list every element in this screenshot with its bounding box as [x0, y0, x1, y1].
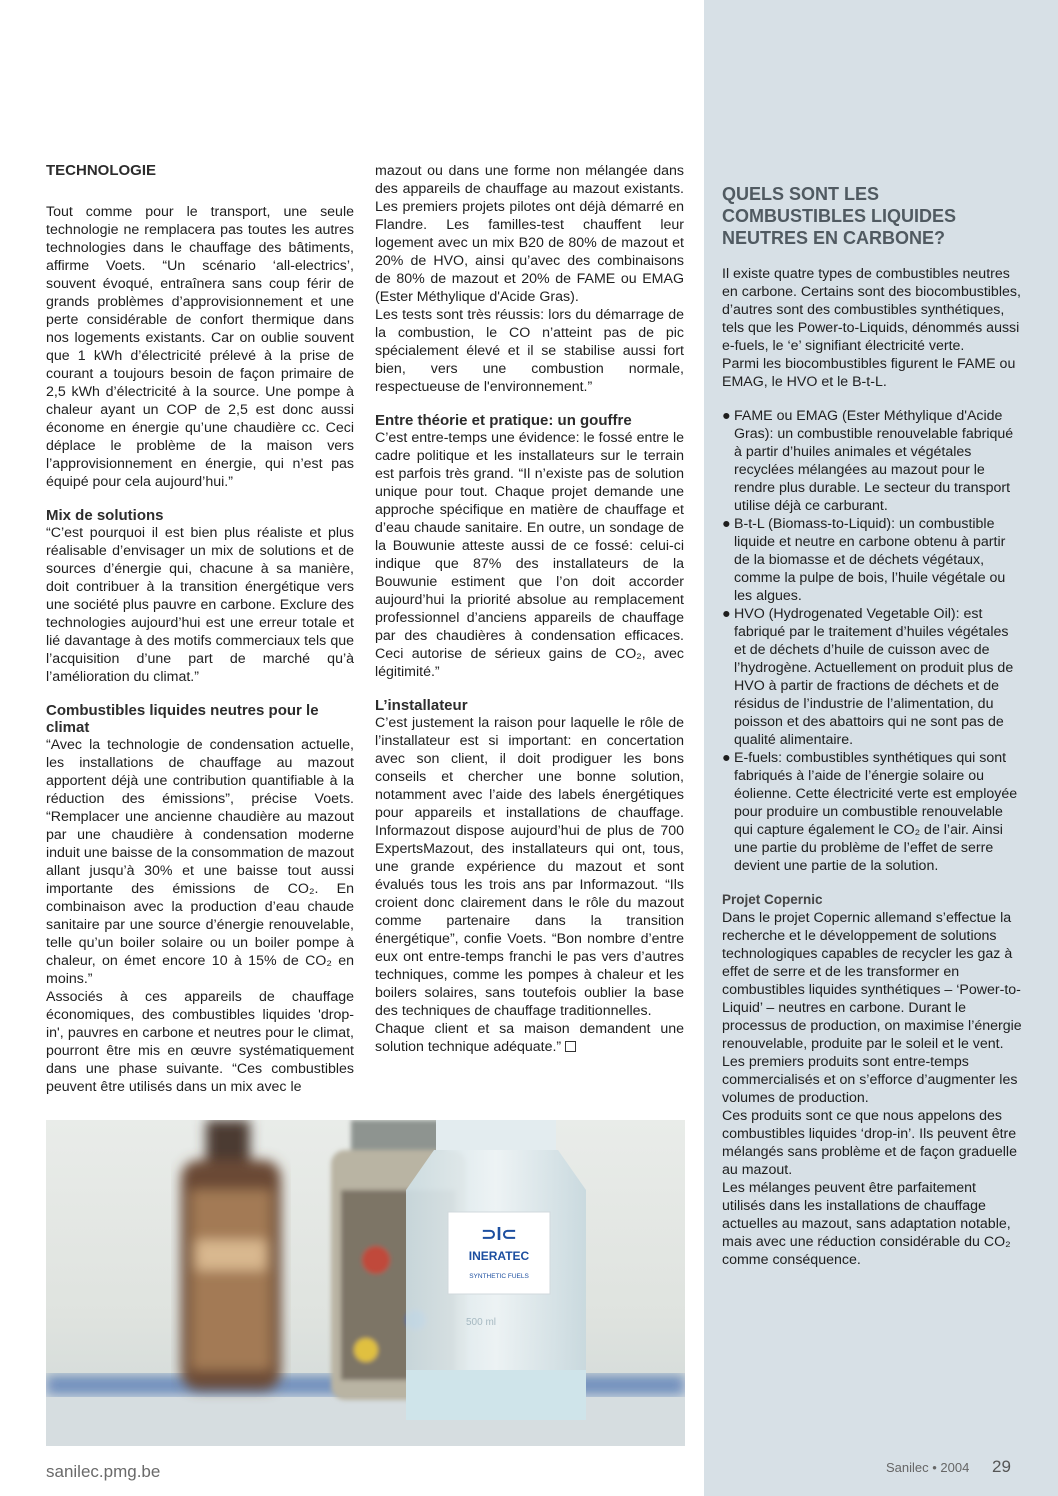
subheading-installateur: L’installateur [375, 697, 468, 714]
sidebar-paragraph: Parmi les biocombustibles figurent le FAME ou EMAG, le HVO et le B-t-L. [722, 356, 1016, 390]
sidebar-paragraph: Les mélanges peuvent être parfaitement utilisés dans les installations de chauffage actuelles au mazout, sans adaptation notable, mais avec une réduction considérable du CO₂ comme conséquence. [722, 1180, 1011, 1268]
sidebar-paragraph: Dans le projet Copernic allemand s’effectue la recherche et le développement de solutions technologiques capables de recycler les gaz à effet de serre et de les transformer en combustibles liquides synthétiques – ‘Power-to-Liquid’ – neutres en carbone. Durant le processus de production, on maximise l’énergie renouvelable, produite par le soleil et le vent. Les premiers produits sont entre-temps commercialisés et on s’efforce d’augmenter les volumes de production. [722, 910, 1022, 1106]
page-number: 29 [992, 1457, 1011, 1476]
photo-fuel-bottles [46, 1120, 685, 1446]
list-item-text: FAME ou EMAG (Ester Méthylique d'Acide Gras): un combustible renouvelable fabriqué à partir d’huiles animales et végétales recyclées mélangées au mazout pour le rendre plus durable. Le secteur du transport utilise déjà ce carburant. [734, 408, 1014, 514]
paragraph: “C’est pourquoi il est bien plus réaliste et plus réalisable d’envisager un mix de solutions et de sources d’énergie qui, chacune à sa manière, doit contribuer à la transition énergétique vers une société plus pauvre en carbone. Exclure des technologies aujourd’hui est une erreur totale et lié davantage à des motifs commerciaux tels que l’acquisition d’une part de marché qu’à l’amélioration du climat.” [46, 525, 354, 685]
list-item [722, 515, 1022, 605]
bullet-icon: ● [722, 750, 731, 766]
right-glass-bottle [406, 1120, 586, 1420]
paragraph-text: Chaque client et sa maison demandent une solution technique adéquate.” [375, 1021, 684, 1055]
paragraph-end [375, 1020, 684, 1056]
list-item-text: HVO (Hydrogenated Vegetable Oil): est fabriqué par le traitement d’huiles végétales et de déchets d’huile de cuisson avec de l’hydrogène. Actuellement on produit plus de HVO à partir de fractions de déchets et de résidus de l’industrie de l’alimentation, du poisson et des abattoirs qui ne sont pas de qualité alimentaire. [734, 606, 1014, 748]
bullet-icon: ● [722, 408, 731, 424]
sidebar-title: QUELS SONT LES COMBUSTIBLES LIQUIDES NEUTRES EN CARBONE? [722, 184, 957, 248]
column-2 [375, 162, 684, 1056]
paragraph: Associés à ces appareils de chauffage économiques, des combustibles liquides 'drop-in', pauvres en carbone et neutres pour le climat, pourront être mis en œuvre systématiquement dans une phase suivante. “Ces combustibles peuvent être utilisés dans un mix avec le [46, 989, 354, 1095]
paragraph: Tout comme pour le transport, une seule technologie ne remplacera pas toutes les autres technologies dans le chauffage des bâtiments, affirme Voets. “Un scénario ‘all-electrics’, souvent évoqué, entraînera sans coup férir de grands problèmes d’approvisionnement et une perte considérable de confort thermique dans nos logements existants. Car on oublie souvent que 1 kWh d’électricité prélevé à la prise de courant a toujours besoin de façon primaire de 2,5 kWh d’électricité à la source. Une pompe à chaleur ayant un COP de 2,5 est donc aussi économe en énergie qu’une chaudière cc. Ceci déplace le problème de la maison vers l’approvisionnement en énergie, qui n’est pas équipé pour cela aujourd’hui.” [46, 204, 354, 490]
paragraph: C’est entre-temps une évidence: le fossé entre le cadre politique et les installateurs sur le terrain est parfois très grand. “Il n’existe pas de solution unique pour tout. Chaque projet demande une approche spécifique en matière de chauffage et d’eau chaude sanitaire. En outre, un sondage de la Bouwunie atteste aussi de ce fossé: celui-ci indique que 87% des installateurs de la Bouwunie estiment que l’on doit accorder aujourd’hui la priorité absolue au remplacement professionnel d’anciens appareils de chauffage par des chaudières à condensation efficaces. Ceci autorise de sérieux gains de CO₂, avec légitimité.” [375, 430, 684, 680]
list-item-text: B-t-L (Biomass-to-Liquid): un combustible liquide et neutre en carbone obtenu à partir de la biomasse et de déchets végétaux, comme la pulpe de bois, l’huile végétale ou les algues. [734, 516, 1006, 604]
bullet-list [722, 407, 1022, 875]
sidebar-subheading: Projet Copernic [722, 892, 823, 907]
website-link[interactable]: sanilec.pmg.be [46, 1462, 161, 1481]
left-bottle [181, 1120, 281, 1390]
paragraph: mazout ou dans une forme non mélangée dans des appareils de chauffage au mazout existants. Les premiers projets pilotes ont déjà démarré en Flandre. Les familles-test chauffent leur logement avec un mix B20 de 80% de mazout et 20% de HVO, ainsi qu’avec des combinaisons de 80% de mazout et 20% de FAME ou EMAG (Ester Méthylique d'Acide Gras). [375, 163, 684, 305]
column-1 [46, 162, 354, 1096]
list-item-text: E-fuels: combustibles synthétiques qui sont fabriqués à l’aide de l’énergie solaire ou éolienne. Cette électricité verte est employée pour produire un combustible renouvelable qui capture également le CO₂ de l’air. Ainsi une partie du problème de l’effet de serre devient une partie de la solution. [734, 750, 1018, 874]
paragraph: Les tests sont très réussis: lors du démarrage de la combustion, le CO n’atteint pas de pic spécialement élevé et il se stabilise aussi fort bien, vers une combustion normale, respectueuse de l'environnement.” [375, 307, 684, 395]
sidebar-paragraph: Ces produits sont ce que nous appelons des combustibles liquides ‘drop-in’. Ils peuvent être mélangés sans problème et de façon graduelle au mazout. [722, 1108, 1017, 1178]
bullet-icon: ● [722, 516, 731, 532]
section-title: TECHNOLOGIE [46, 162, 157, 179]
list-item [722, 407, 1022, 515]
bullet-icon: ● [722, 606, 731, 622]
sidebar-box [722, 183, 1022, 1269]
svg-text:⊃I⊂: ⊃I⊂ [481, 1224, 517, 1244]
subheading-mix: Mix de solutions [46, 507, 164, 524]
list-item [722, 749, 1022, 875]
sidebar-paragraph: Il existe quatre types de combustibles neutres en carbone. Certains sont des biocombustibles, d’autres sont des combustibles synthétiques, tels que les Power-to-Liquids, dénommés aussi e-fuels, le ‘e’ signifiant électricité verte. [722, 266, 1021, 354]
paragraph: C’est justement la raison pour laquelle le rôle de l’installateur est si important: en concertation avec son client, il doit prodiguer les bons conseils et chercher une bonne solution, notamment avec l’aide des labels énergétiques pour appareils et installations de chauffage. Informazout dispose aujourd’hui de plus de 700 ExpertsMazout, des installateurs qui ont, tous, une grande expérience du mazout et sont évalués tous les trois ans par Informazout. “Ils croient donc clairement dans le rôle du mazout comme partenaire dans la transition énergétique”, confie Voets. “Bon nombre d’entre eux ont entre-temps franchi le pas vers d’autres techniques, comme les pompes à chaleur et les boilers solaires, sans toutefois oublier la base des techniques de chauffage traditionnelles. [375, 715, 684, 1019]
end-mark-icon [565, 1041, 576, 1052]
svg-text:INERATEC: INERATEC [468, 1249, 530, 1263]
svg-text:500 ml: 500 ml [466, 1317, 497, 1328]
issue-label: Sanilec • 2004 [886, 1460, 970, 1475]
paragraph: “Avec la technologie de condensation actuelle, les installations de chauffage au mazout apportent déjà une contribution quantifiable à la réduction des émissions”, précise Voets. “Remplacer une ancienne chaudière au mazout par une chaudière à condensation moderne induit une baisse de la consommation de mazout allant jusqu’à 30% et une baisse tout aussi importante des émissions de CO₂. En combinaison avec la production d’eau chaude sanitaire par une source d’énergie renouvelable, telle qu’un boiler solaire ou un boiler pompe à chaleur, on émet encore 10 à 15% de CO₂ en moins.” [46, 737, 354, 987]
list-item [722, 605, 1022, 749]
subheading-combustibles: Combustibles liquides neutres pour le climat [46, 702, 319, 736]
svg-text:SYNTHETIC FUELS: SYNTHETIC FUELS [469, 1273, 529, 1280]
bottles-illustration [46, 1120, 685, 1446]
subheading-theorie: Entre théorie et pratique: un gouffre [375, 412, 632, 429]
